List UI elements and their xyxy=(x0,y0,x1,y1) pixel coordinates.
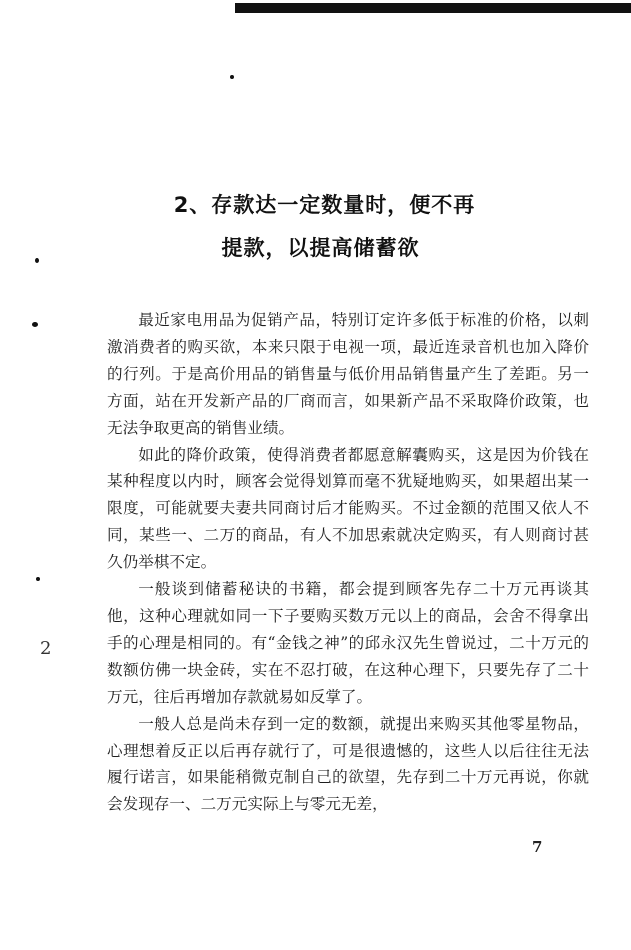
scan-speck xyxy=(36,577,40,581)
scan-speck xyxy=(32,322,38,327)
page-number: 7 xyxy=(532,838,543,856)
scan-speck xyxy=(35,258,39,263)
scan-speck xyxy=(230,75,234,79)
paragraph-3: 一般谈到储蓄秘诀的书籍，都会提到顾客先存二十万元再谈其他，这种心理就如同一下子要购买数万元以上的商品，会舍不得拿出手的心理是相同的。有“金钱之神”的邱永汉先生曾说过，二十万元的数额仿佛一块金砖，实在不忍打破，在这种心理下，只要先存了二十万元，往后再增加存款就易如反掌了。 xyxy=(107,580,589,706)
paragraph-1: 最近家电用品为促销产品，特别订定许多低于标准的价格，以刺激消费者的购买欲，本来只限于电视一项，最近连录音机也加入降价的行列。于是高价用品的销售量与低价用品销售量产生了差距。另一方面，站在开发新产品的厂商而言，如果新产品不采取降价政策，也无法争取更高的销售业绩。 xyxy=(107,311,589,437)
margin-mark: 2 xyxy=(40,638,52,659)
paragraph-2: 如此的降价政策，使得消费者都愿意解囊购买，这是因为价钱在某种程度以内时，顾客会觉得划算而毫不犹疑地购买，如果超出某一限度，可能就要夫妻共同商讨后才能购买。不过金额的范围又依人不同，某些一、二万的商品，有人不加思索就决定购买，有人则商讨甚久仍举棋不定。 xyxy=(107,445,589,572)
section-heading-line-2: 提款，以提高储蓄欲 xyxy=(221,236,420,260)
section-heading-line-1: 2、存款达一定数量时，便不再 xyxy=(173,193,476,217)
body-text xyxy=(107,307,589,818)
paragraph-4: 一般人总是尚未存到一定的数额，就提出来购买其他零星物品，心理想着反正以后再存就行了，可是很遗憾的，这些人以后往往无法履行诺言，如果能稍微克制自己的欲望，先存到二十万元再说，你就会发现存一、二万元实际上与零元无差， xyxy=(107,714,589,814)
top-border-rule xyxy=(235,3,631,13)
